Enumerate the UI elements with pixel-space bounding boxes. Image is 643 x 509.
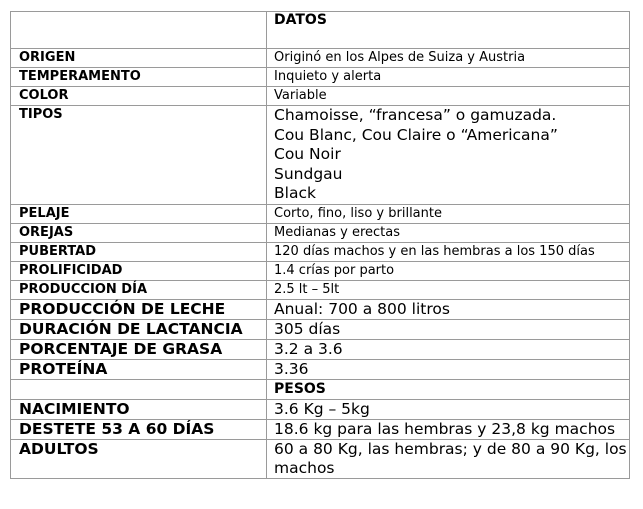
tipo-item: Cou Noir (274, 145, 341, 164)
tipo-item: Black (274, 184, 316, 203)
header-empty-cell (11, 379, 267, 399)
row-key: TIPOS (11, 106, 267, 205)
table-row (11, 379, 630, 399)
row-value: 120 días machos y en las hembras a los 150 días (267, 242, 630, 261)
row-key: PRODUCCION DÍA (11, 280, 267, 299)
row-value: Corto, fino, liso y brillante (267, 204, 630, 223)
row-value: Variable (267, 87, 630, 106)
table-row (11, 12, 630, 49)
section-header-pesos: PESOS (267, 379, 630, 399)
row-key: PROTEÍNA (11, 359, 267, 379)
row-key: TEMPERAMENTO (11, 68, 267, 87)
row-value: 3.2 a 3.6 (267, 339, 630, 359)
table-row (11, 223, 630, 242)
row-key: PELAJE (11, 204, 267, 223)
table-row (11, 68, 630, 87)
row-key: PRODUCCIÓN DE LECHE (11, 299, 267, 319)
table-row (11, 49, 630, 68)
breed-data-table-container (10, 11, 630, 479)
table-row (11, 106, 630, 205)
row-key: PORCENTAJE DE GRASA (11, 339, 267, 359)
table-row (11, 359, 630, 379)
row-key: ORIGEN (11, 49, 267, 68)
row-value: Inquieto y alerta (267, 68, 630, 87)
tipo-item: Cou Blanc, Cou Claire o “Americana” (274, 125, 558, 144)
row-key: DESTETE 53 A 60 DÍAS (11, 419, 267, 439)
row-value: 3.36 (267, 359, 630, 379)
row-value: Anual: 700 a 800 litros (267, 299, 630, 319)
row-key: ADULTOS (11, 439, 267, 478)
row-key: PUBERTAD (11, 242, 267, 261)
table-row (11, 319, 630, 339)
row-value: Originó en los Alpes de Suiza y Austria (267, 49, 630, 68)
table-row (11, 399, 630, 419)
table-row (11, 87, 630, 106)
tipo-item: Chamoisse, “francesa” o gamuzada. (274, 106, 557, 124)
table-row (11, 261, 630, 280)
row-value: 1.4 crías por parto (267, 261, 630, 280)
table-row (11, 299, 630, 319)
row-value: 3.6 Kg – 5kg (267, 399, 630, 419)
row-key: COLOR (11, 87, 267, 106)
table-row (11, 339, 630, 359)
row-key: DURACIÓN DE LACTANCIA (11, 319, 267, 339)
row-key: PROLIFICIDAD (11, 261, 267, 280)
table-row (11, 242, 630, 261)
row-key: OREJAS (11, 223, 267, 242)
tipo-item: Sundgau (274, 164, 343, 183)
table-row (11, 419, 630, 439)
row-value: 2.5 lt – 5lt (267, 280, 630, 299)
section-header-datos: DATOS (267, 12, 630, 49)
table-row (11, 204, 630, 223)
header-empty-cell (11, 12, 267, 49)
row-value: 18.6 kg para las hembras y 23,8 kg machos (267, 419, 630, 439)
row-key: NACIMIENTO (11, 399, 267, 419)
breed-data-table (10, 11, 630, 479)
row-value: 305 días (267, 319, 630, 339)
row-value-list (267, 106, 630, 205)
table-row (11, 439, 630, 478)
table-row (11, 280, 630, 299)
row-value: 60 a 80 Kg, las hembras; y de 80 a 90 Kg, los machos (267, 439, 630, 478)
row-value: Medianas y erectas (267, 223, 630, 242)
